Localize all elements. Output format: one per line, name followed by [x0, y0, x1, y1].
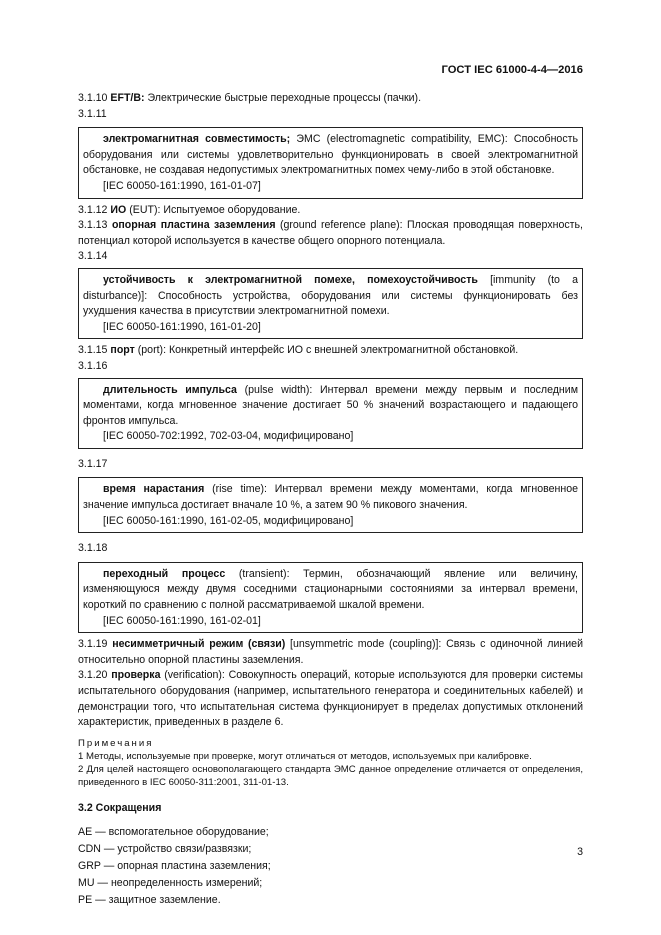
- entry-number: 3.1.19: [78, 638, 108, 651]
- entry-definition: (EUT): Испытуемое оборудование.: [129, 203, 301, 216]
- definition-box-3-1-11: [78, 127, 583, 198]
- entry-term: длительность импульса: [103, 383, 237, 396]
- entry-text: [83, 273, 578, 320]
- entry-definition: (rise time): Интервал времени между моментами, когда мгновенное значение импульса достигает вначале 10 %, а затем 90 % пикового значения.: [83, 483, 579, 512]
- entry-3-1-13: [78, 218, 583, 249]
- entry-number: 3.1.15: [78, 344, 108, 357]
- entry-definition: [unsymmetric mode (coupling)]: Связь с одиночной линией относительно опорной пластины заземления.: [78, 638, 583, 666]
- abbreviation-item: GRP — опорная пластина заземления;: [78, 860, 271, 873]
- entry-definition: ЭМС (electromagnetic compatibility, EMC): Способность оборудования или системы удовлетворительно функционировать в своей электромагнитной обстановке, не создавая недопустимых электромагнитных помех чему-либо в этой обстановке.: [83, 133, 578, 177]
- entry-term: ИО: [110, 203, 127, 216]
- entry-definition: (port): Конкретный интерфейс ИО с внешней электромагнитной обстановкой.: [137, 344, 519, 357]
- entry-definition: (pulse width): Интервал времени между первым и последним моментами, когда мгновенное значение достигает 50 % значений возрастающего и падающего фронтов импульса.: [83, 383, 578, 427]
- entry-text: [83, 383, 578, 430]
- entry-definition: Электрические быстрые переходные процессы (пачки).: [147, 92, 422, 104]
- entry-number-3-1-17: 3.1.17: [78, 457, 108, 470]
- page-body: [78, 0, 583, 909]
- entry-term: проверка: [111, 669, 161, 682]
- entry-3-1-12: [78, 203, 583, 219]
- entry-reference: [IEC 60050-161:1990, 161-02-05, модифицировано]: [103, 514, 354, 527]
- entry-text: [83, 132, 578, 179]
- entry-text: [83, 482, 578, 513]
- entry-term: время нарастания: [103, 483, 205, 496]
- entry-3-1-20: [78, 668, 583, 730]
- definition-box-3-1-17: [78, 477, 583, 533]
- definition-box-3-1-14: [78, 268, 583, 339]
- entry-definition: [immunity (to a disturbance)]: Способность устройства, оборудования или системы функционировать без ухудшения качества в присутствии электромагнитной помехи.: [83, 273, 578, 318]
- entry-term: опорная пластина заземления: [111, 219, 276, 232]
- entry-number: 3.1.13: [78, 219, 108, 232]
- entry-reference: [IEC 60050-161:1990, 161-01-20]: [103, 320, 261, 333]
- entry-number: 3.1.20: [78, 669, 108, 682]
- abbreviation-item: PE — защитное заземление.: [78, 894, 221, 907]
- entry-number-3-1-14: 3.1.14: [78, 250, 108, 263]
- entry-number-3-1-18: 3.1.18: [78, 542, 108, 555]
- abbreviation-item: AE — вспомогательное оборудование;: [78, 826, 269, 839]
- entry-3-1-10: [78, 91, 583, 107]
- entry-reference: [IEC 60050-161:1990, 161-01-07]: [103, 179, 261, 192]
- note-1: 1 Методы, используемые при проверке, могут отличаться от методов, используемых при калибровке.: [78, 750, 532, 762]
- entry-term: порт: [110, 344, 135, 357]
- entry-term: электромагнитная совместимость;: [103, 133, 291, 146]
- document-header: ГОСТ IEC 61000-4-4—2016: [441, 64, 583, 76]
- entry-term: несимметричный режим (связи): [112, 638, 286, 651]
- entry-definition: (verification): Совокупность операций, которые используются для проверки системы испытательного оборудования (например, испытательного генератора и соединительных кабелей) и демонстрации того, что испытательная система функционирует в пределах допустимых отклонений характеристик, приведенных в разделе 6.: [78, 669, 583, 729]
- entry-number: 3.1.12: [78, 203, 108, 216]
- definition-box-3-1-18: [78, 562, 583, 633]
- entry-3-1-19: [78, 637, 583, 668]
- entry-reference: [IEC 60050-161:1990, 161-02-01]: [103, 614, 261, 627]
- entry-text: [83, 567, 578, 614]
- entry-reference: [IEC 60050-702:1992, 702-03-04, модифицировано]: [103, 430, 354, 443]
- abbreviation-list: [78, 824, 583, 909]
- abbreviation-item: CDN — устройство связи/развязки;: [78, 843, 252, 856]
- entry-number-3-1-16: 3.1.16: [78, 359, 108, 372]
- entry-3-1-15: [78, 343, 583, 359]
- entry-term: переходный процесс: [103, 567, 226, 580]
- notes-title: Примечания: [78, 737, 154, 749]
- entry-term: EFT/B:: [110, 92, 145, 104]
- entry-definition: (ground reference plane): Плоская проводящая поверхность, потенциал которой используется в качестве общего опорного потенциала.: [78, 219, 583, 247]
- entry-number-3-1-11: 3.1.11: [78, 107, 107, 120]
- note-2: 2 Для целей настоящего основополагающего стандарта ЭМС данное определение отличается от определения, приведенного в IEC 60050-311:2001, 311-01-13.: [78, 763, 583, 788]
- entry-term: устойчивость к электромагнитной помехе, помехоустойчивость: [103, 273, 478, 286]
- entry-number: 3.1.10: [78, 92, 108, 104]
- notes-block: [78, 737, 583, 789]
- section-title: 3.2 Сокращения: [78, 801, 162, 814]
- entry-definition: (transient): Термин, обозначающий явление или величину, изменяющуюся между двумя соседними стационарными состояниями за интервал времени, короткий по сравнению с полной рассматриваемой шкалой времени.: [83, 567, 578, 612]
- abbreviation-item: MU — неопределенность измерений;: [78, 877, 263, 890]
- page-number: 3: [577, 846, 583, 858]
- definition-box-3-1-16: [78, 378, 583, 449]
